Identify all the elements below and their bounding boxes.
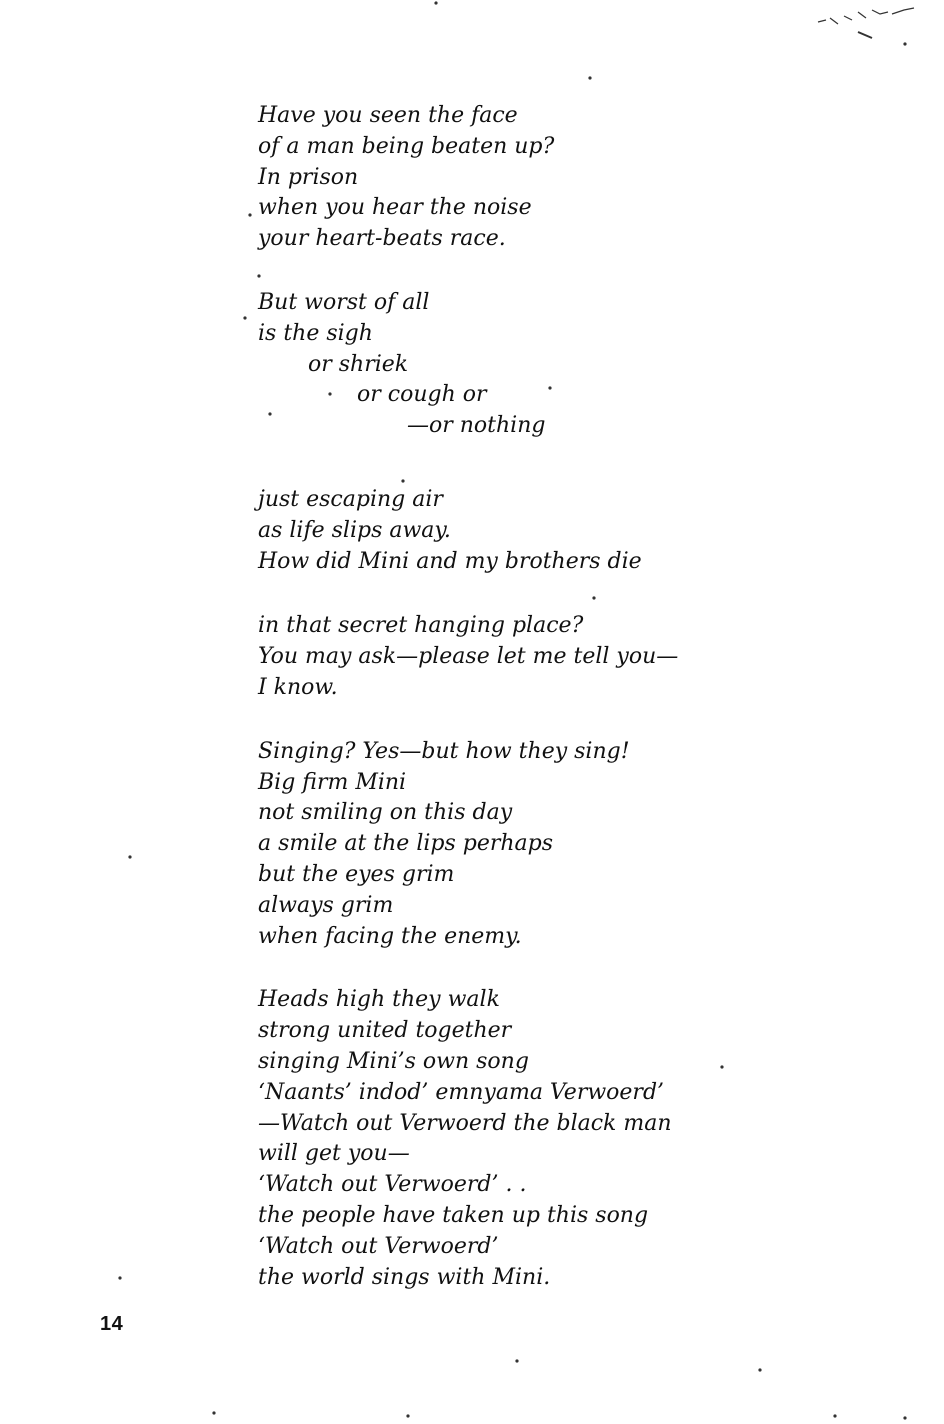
poem-line: ‘Naants’ indod’ emnyama Verwoerd’	[258, 1079, 665, 1105]
poem	[258, 101, 898, 1293]
poem-line: How did Mini and my brothers die	[258, 548, 642, 574]
stanza-4	[258, 611, 898, 703]
stanza-break	[258, 704, 898, 737]
poem-line: Singing? Yes—but how they sing!	[258, 738, 630, 764]
poem-line: Big firm Mini	[258, 769, 407, 795]
poem-line: or cough or	[357, 382, 487, 408]
poem-line: when you hear the noise	[258, 195, 532, 221]
poem-line: I know.	[258, 674, 338, 700]
poem-line: But worst of all	[258, 289, 430, 315]
stanza-break	[258, 952, 898, 985]
stanza-5	[258, 737, 898, 953]
poem-line: your heart-beats race.	[258, 226, 506, 252]
stanza-3	[258, 485, 898, 577]
poem-line: not smiling on this day	[258, 800, 513, 826]
stanza-6	[258, 985, 898, 1293]
poem-line: Have you seen the face	[258, 103, 518, 128]
poem-line: ‘Watch out Verwoerd’ . .	[258, 1172, 527, 1198]
poem-line: a smile at the lips perhaps	[258, 831, 554, 857]
poem-line: ‘Watch out Verwoerd’	[258, 1233, 499, 1259]
poem-line: the world sings with Mini.	[258, 1264, 551, 1290]
poem-line: singing Mini’s own song	[258, 1048, 529, 1074]
stanza-break	[258, 442, 898, 485]
poem-line: but the eyes grim	[258, 861, 455, 887]
poem-line: just escaping air	[258, 486, 443, 512]
stanza-2	[258, 288, 898, 442]
poem-line: strong united together	[258, 1018, 512, 1044]
page-number: 14	[100, 1313, 124, 1335]
poem-line: —Watch out Verwoerd the black man	[258, 1110, 672, 1136]
poem-line: of a man being beaten up?	[258, 133, 555, 159]
stanza-break	[258, 577, 898, 611]
poem-line: as life slips away.	[258, 517, 451, 543]
poem-line: is the sigh	[258, 320, 373, 346]
poem-line: always grim	[258, 892, 394, 918]
poem-line: or shriek	[308, 351, 409, 377]
poem-line: Heads high they walk	[258, 987, 500, 1013]
poem-line: —or nothing	[407, 413, 546, 439]
stanza-break	[258, 255, 898, 288]
poem-line: in that secret hanging place?	[258, 613, 584, 639]
poem-line: In prison	[258, 164, 359, 190]
stanza-1	[258, 101, 898, 255]
poem-line: You may ask—please let me tell you—	[258, 644, 679, 670]
poem-line: the people have taken up this song	[258, 1202, 649, 1228]
poem-line: when facing the enemy.	[258, 923, 522, 949]
poem-line: will get you—	[258, 1141, 410, 1167]
